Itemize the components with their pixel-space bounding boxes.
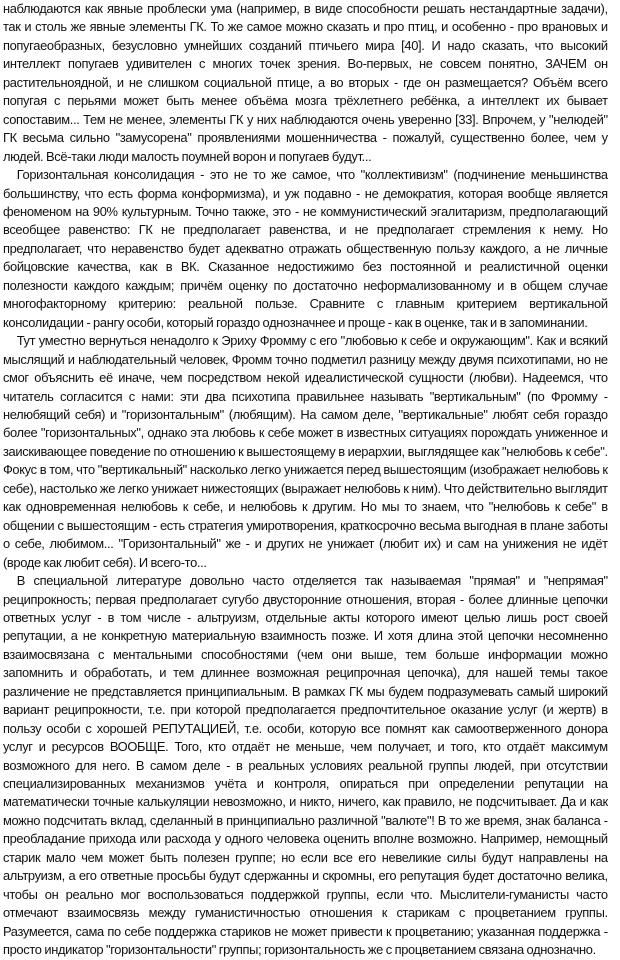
paragraph-2: Горизонтальная консолидация - это не то же самое, что "коллективизм" (подчинение меньшинства большинству, что есть форма конформизма), и уж подавно - не демократия, которая вообще является феноменом на 90% культурным. Точно также, это - не коммунистический эгалитаризм, предполагающий всеобщее равенство: ГК не предполагает равенства, и не предполагает стремления к нему. Но предполагает, что неравенство будет адекватно отражать общественную пользу каждого, а не личные бойцовские качества, как в ВК. Сказанное недостижимо без постоянной и реалистичной оценки полезности каждого каждым; причём оценку по достаточно неформализованному и в общем случае многофакторному критерию: реальной пользе. Сравните с главным критерием вертикальной консолидации - рангу особи, который гораздо однозначнее и проще - как в оценке, так и в запоминании.	[2, 167, 608, 330]
paragraph-3: Тут уместно вернуться ненадолго к Эриху Фромму с его "любовью к себе и окружающим". Как и всякий мыслящий и наблюдательный человек, Фромм точно подметил разницу между двумя психотипами, но не смог объяснить её иначе, чем посредством некой идеалистической сущности (любви). Надеемся, что читатель согласится с нами: эти два психотипа правильнее называть "вертикальным" (по Фромму - нелюбящий себя) и "горизонтальным" (любящим). На самом деле, "вертикальные" любят себя гораздо более "горизонтальных", однако эта любовь к себе может в известных ситуациях порождать униженное и заискивающее поведение по отношению к вышестоящему в иерархии, выглядящее как "нелюбовь к себе". Фокус в том, что "вертикальный" насколько легко унижается перед вышестоящим (изображает нелюбовь к себе), настолько же легко унижает нижестоящих (выражает нелюбовь к ним). Что действительно выглядит как одновременная нелюбовь к себе, и нелюбовь к другим. Но мы то знаем, что "нелюбовь к себе" в общении с вышестоящим - есть стратегия умиротворения, краткосрочно весьма выгодная в плане заботы о себе, любимом... "Горизонтальный" же - и других не унижает (любит их) и сам на унижения не идёт (вроде как любит себя). И всего-то...	[2, 333, 608, 570]
paragraph-1: наблюдаются как явные проблески ума (например, в виде способности решать нестандартные задачи), так и столь же явные элементы ГК. То же самое можно сказать и про птиц, и особенно - про врановых и попугаеобразных, безусловно умнейших созданий птичьего мира [40]. И надо сказать, что высокий интеллект попугаев удивителен с многих точек зрения. Во-первых, не совсем понятно, ЗАЧЕМ он растительноядной, и не слишком социальной птице, а во вторых - где он размещается? Объём всего попугая с перьями может быть менее объёма мозга трёхлетнего ребёнка, а интеллект их бывает сопоставим... Тем не менее, элементы ГК у них наблюдаются очень уверенно [33]. Впрочем, у "нелюдей" ГК весьма сильно "замусорена" проявлениями мошенничества - пожалуй, существенно более, чем у людей. Всё-таки люди малость поумней ворон и попугаев будут...	[2, 1, 608, 164]
paragraph-4: В специальной литературе довольно часто отделяется так называемая "прямая" и "непрямая" реципрокность; первая предполагает сугубо двусторонние отношения, вторая - более длинные цепочки ответных услуг - в том числе - альтруизм, отдельные акты которого имеют целью лишь рост своей репутации, а не конкретную материальную взаимность позже. И хотя длина этой цепочки несомненно взаимосвязана с ментальными способностями (чем они выше, тем больше информации можно запомнить и обработать, и тем длиннее возможная реципрочная цепочка), для нашей темы такое различение не представляется принципиальным. В рамках ГК мы будем подразумевать самый широкий вариант реципрокности, т.е. при которой предполагается предпочтительное оказание услуг (и жертв) в пользу особи с хорошей РЕПУТАЦИЕЙ, т.е. особи, которую все помнят как самоотверженного донора услуг и ресурсов ВООБЩЕ. Того, кто отдаёт не меньше, чем получает, и того, кто отдаёт максимум возможного для него. В самом деле - в реальных условиях реальной группы людей, при отсутствии специализированных механизмов учёта и контроля, опираться при определении репутации на математически точные калькуляции невозможно, и никто, ничего, как правило, не подсчитывает. Да и как можно подсчитать вклад, сделанный в принципиально различной "валюте"! В то же время, знак баланса - преобладание прихода или расхода у одного человека оценить вполне возможно. Например, немощный старик мало чем может быть полезен группе; но если все его невеликие силы будут направлены на альтруизм, а его ответные просьбы будут сдержанны и скромны, его репутация будет достаточно велика, чтобы он реально мог воспользоваться поддержкой группы, если что. Мыслители-гуманисты часто отмечают взаимосвязь между гуманистичностью отношения к старикам с процветанием группы. Разумеется, сама по себе поддержка стариков не может привести к процветанию; указанная поддержка - просто индикатор "горизонтальности" группы; горизонтальность же с процветанием связана однозначно.	[2, 573, 608, 958]
